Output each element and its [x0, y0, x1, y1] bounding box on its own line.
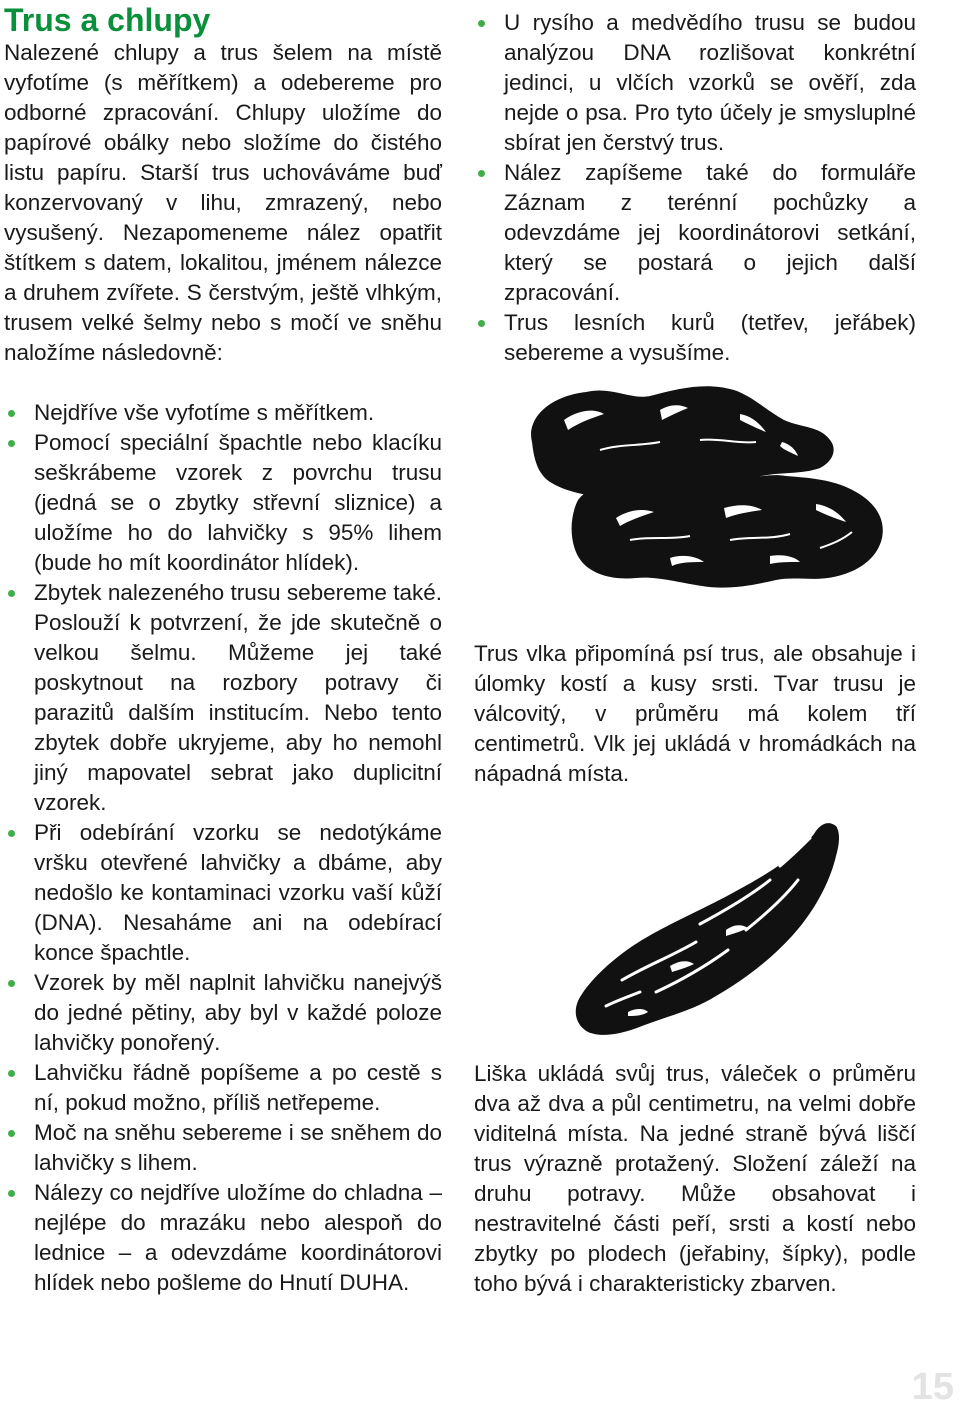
page-number: 15 [911, 1366, 954, 1408]
list-item: Moč na sněhu sebereme i se sněhem do lahvičky s lihem. [4, 1118, 442, 1178]
list-item: Nálezy co nejdříve uložíme do chladna – nejlépe do mrazáku nebo alespoň do lednice – a odevzdáme koordinátorovi hlídek nebo pošleme do Hnutí DUHA. [4, 1178, 442, 1298]
list-item: Při odebírání vzorku se nedotýkáme vršku otevřené lahvičky a dbáme, aby nedošlo ke kontaminaci vzorku vaší kůží (DNA). Nesaháme ani na odebírací konce špachtle. [4, 818, 442, 968]
intro-paragraph: Nalezené chlupy a trus šelem na místě vyfotíme (s měřítkem) a odebereme pro odborné zpracování. Chlupy uložíme do papírové obálky nebo složíme do čistého listu papíru. Starší trus uchováváme buď konzervovaný v lihu, zmrazený, nebo vysušený. Nezapomeneme nález opatřit štítkem s datem, lokalitou, jménem nálezce a druhem zvířete. S čerstvým, ještě vlhkým, trusem velké šelmy nebo s močí ve sněhu naložíme následovně: [4, 40, 442, 365]
fox-scat-description: Liška ukládá svůj trus, váleček o průměru dva až dva a půl centimetru, na velmi dobře viditelná místa. Na jedné straně bývá liščí trus výrazně protažený. Složení záleží na druhu potravy. Může obsahovat i nestravitelné části peří, srsti a kostí nebo zbytky po plodech (jeřabiny, šípky), podle toho bývá i charakteristicky zbarven. [474, 1061, 916, 1296]
list-item: Zbytek nalezeného trusu sebereme také. Poslouží k potvrzení, že jde skutečně o velkou šelmu. Můžeme jej také poskytnout na rozbory potravy či parazitů dalším institucím. Nebo tento zbytek dobře ukryjeme, aby ho nemohl jiný mapovatel sebrat jako duplicitní vzorek. [4, 578, 442, 818]
list-item: Pomocí speciální špachtle nebo klacíku seškrábeme vzorek z povrchu trusu (jedná se o zbytky střevní sliznice) a uložíme ho do lahvičky s 95% lihem (bude ho mít koordinátor hlídek). [4, 428, 442, 578]
fox-scat-illustration [530, 810, 910, 1040]
right-bullet-list [474, 8, 916, 368]
list-item: Nález zapíšeme také do formuláře Záznam z terénní pochůzky a odevzdáme jej koordinátorovi setkání, který se postará o jejich další zpracování. [474, 158, 916, 308]
list-item: Nejdříve vše vyfotíme s měřítkem. [4, 398, 442, 428]
wolf-scat-description: Trus vlka připomíná psí trus, ale obsahuje i úlomky kostí a kusy srsti. Tvar trusu je válcovitý, v průměru má kolem tří centimetrů. Vlk jej ukládá v hromádkách na nápadná místa. [474, 641, 916, 786]
list-item: U rysího a medvědího trusu se budou analýzou DNA rozlišovat konkrétní jedinci, u vlčích vzorků se ověří, zda nejde o psa. Pro tyto účely je smysluplné sbírat jen čerstvý trus. [474, 8, 916, 158]
left-bullet-list [4, 398, 442, 1298]
list-item: Trus lesních kurů (tetřev, jeřábek) sebereme a vysušíme. [474, 308, 916, 368]
list-item: Vzorek by měl naplnit lahvičku nanejvýš do jedné pětiny, aby byl v každé poloze lahvičky ponořený. [4, 968, 442, 1058]
wolf-scat-illustration [520, 380, 900, 600]
section-title: Trus a chlupy [4, 2, 211, 38]
list-item: Lahvičku řádně popíšeme a po cestě s ní, pokud možno, příliš netřepeme. [4, 1058, 442, 1118]
